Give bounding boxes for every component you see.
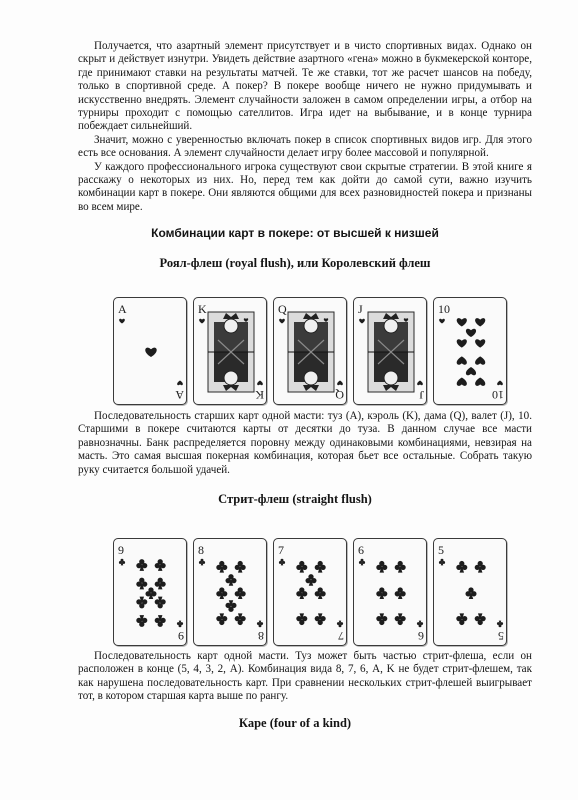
card-pip (456, 561, 467, 573)
card-pip (155, 597, 166, 609)
card-seven-of-clubs (273, 538, 347, 646)
card-pip (457, 339, 467, 347)
royal-flush-description-block (78, 410, 532, 477)
intro-paragraph-2: Значит, можно с уверенностью включать покер в список спортивных видов игр. Для этого есть все основания. А элемент случайности делает игру более массовой и популярной. (78, 133, 532, 160)
card-pip (456, 613, 467, 625)
card-pip (466, 329, 476, 337)
section-title: Комбинации карт в покере: от высшей к низшей (151, 226, 439, 240)
royal-flush-description: Последовательность старших карт одной масти: туз (A), кэроль (K), дама (Q), валет (J), 10. Старшими в покере считаются карты от десятки до туза. В данном случае все масти равнозначны. Банк распределяется поровну между одинаковыми комбинациями, невзирая на масть. Это самая высшая покерная комбинация, которая бьет все остальные. Собрать такую руку считается большой удачей. (78, 410, 532, 476)
card-pip (376, 561, 387, 573)
card-pip (155, 559, 166, 571)
card-pip (145, 587, 156, 599)
card-pip (457, 318, 467, 326)
card-ten-of-hearts (433, 297, 507, 405)
royal-flush-title: Роял-флеш (royal flush), или Королевский флеш (159, 256, 431, 270)
card-face-graphic (434, 539, 508, 647)
card-rank-top: 10 (438, 302, 450, 316)
card-pip (305, 574, 316, 586)
card-pip (475, 378, 485, 386)
card-pip (296, 561, 307, 573)
card-pip (155, 615, 166, 627)
intro-text (78, 40, 532, 214)
four-of-a-kind-title: Каре (four of a kind) (238, 716, 352, 730)
card-king-of-hearts (193, 297, 267, 405)
card-rank-bottom: 10 (492, 388, 504, 402)
card-rank-bottom: 7 (338, 629, 344, 643)
card-nine-of-clubs (113, 538, 187, 646)
straight-flush-cards (113, 538, 513, 648)
card-five-of-clubs (433, 538, 507, 646)
card-pip (235, 561, 246, 573)
card-pip (395, 613, 406, 625)
card-pip (145, 348, 156, 357)
card-rank-top: 7 (278, 543, 284, 557)
card-rank-top: K (198, 302, 207, 316)
card-face-graphic (114, 298, 188, 406)
card-pip (136, 597, 147, 609)
card-face-graphic (354, 298, 428, 406)
card-jack-of-hearts (353, 297, 427, 405)
card-rank-top: 8 (198, 543, 204, 557)
card-pip (376, 613, 387, 625)
card-pip (136, 615, 147, 627)
straight-flush-title: Стрит-флеш (straight flush) (218, 492, 372, 506)
card-pip (466, 367, 476, 375)
court-portrait (208, 312, 254, 392)
card-face-graphic (194, 539, 268, 647)
card-pip (315, 561, 326, 573)
card-pip (475, 561, 486, 573)
card-pip (296, 613, 307, 625)
card-pip (315, 613, 326, 625)
card-pip (315, 587, 326, 599)
card-rank-bottom: K (255, 388, 264, 402)
card-face-graphic (274, 298, 348, 406)
card-face-graphic (114, 539, 188, 647)
intro-paragraph-1: Получается, что азартный элемент присутствует и в чисто спортивных видах. Однако он скрыт и действует изнутри. Увидеть действие азартного «гена» можно в букмекерской конторе, где принимают ставки на результаты матчей. Те же ставки, тот же расчет шансов на победу, только в спортивной среде. А покер? В покере вообще ничего не нужно придумывать и искусственно внедрять. Элемент случайности заложен в самом определении игры, а отбор на турниры проходит с помощью сателлитов. Игра идет на выбывание, и в конце турнира побеждает сильнейший. (78, 40, 532, 133)
card-face-graphic (194, 298, 268, 406)
card-pip (235, 613, 246, 625)
card-rank-bottom: 6 (418, 629, 424, 643)
straight-flush-description-block (78, 650, 532, 704)
card-eight-of-clubs (193, 538, 267, 646)
card-pip (225, 574, 236, 586)
card-rank-top: A (118, 302, 127, 316)
card-pip (475, 339, 485, 347)
card-pip (225, 600, 236, 612)
card-ace-of-hearts (113, 297, 187, 405)
card-rank-bottom: 8 (258, 629, 264, 643)
card-rank-bottom: 5 (498, 629, 504, 643)
card-face-graphic (434, 298, 508, 406)
card-pip (465, 587, 476, 599)
card-pip (216, 613, 227, 625)
card-pip (376, 587, 387, 599)
card-pip (475, 356, 485, 364)
card-pip (395, 587, 406, 599)
card-pip (457, 378, 467, 386)
card-rank-top: 5 (438, 543, 444, 557)
card-face-graphic (274, 539, 348, 647)
card-pip (216, 561, 227, 573)
card-rank-bottom: A (175, 388, 184, 402)
card-pip (395, 561, 406, 573)
card-rank-bottom: Q (335, 388, 344, 402)
card-face-graphic (354, 539, 428, 647)
card-pip (475, 318, 485, 326)
card-rank-bottom: 9 (178, 629, 184, 643)
card-rank-bottom: J (419, 388, 424, 402)
card-rank-top: J (358, 302, 363, 316)
card-pip (155, 578, 166, 590)
straight-flush-description: Последовательность карт одной масти. Туз может быть частью стрит-флеша, если он расположен в конце (5, 4, 3, 2, A). Комбинация вида 8, 7, 6, A, K не будет стрит-флешем, так как нарушена последовательность карт. При сравнении нескольких стрит-флешей выигрывает тот, в котором старшая карта выше по рангу. (78, 650, 532, 703)
royal-flush-cards (113, 297, 513, 407)
intro-paragraph-3: У каждого профессионального игрока существуют свои скрытые стратегии. В этой книге я расскажу о некоторых из них. Но, перед тем как дойти до самой сути, важно изучить комбинации карт в покере. Они являются общими для всех разновидностей покера и признаны во всем мире. (78, 160, 532, 213)
card-queen-of-hearts (273, 297, 347, 405)
card-pip (136, 578, 147, 590)
card-pip (136, 559, 147, 571)
court-portrait (288, 312, 334, 392)
card-rank-top: 9 (118, 543, 124, 557)
card-six-of-clubs (353, 538, 427, 646)
card-rank-top: Q (278, 302, 287, 316)
card-pip (296, 587, 307, 599)
card-pip (216, 587, 227, 599)
card-rank-top: 6 (358, 543, 364, 557)
card-pip (475, 613, 486, 625)
card-pip (235, 587, 246, 599)
court-portrait (368, 312, 414, 392)
card-pip (457, 356, 467, 364)
